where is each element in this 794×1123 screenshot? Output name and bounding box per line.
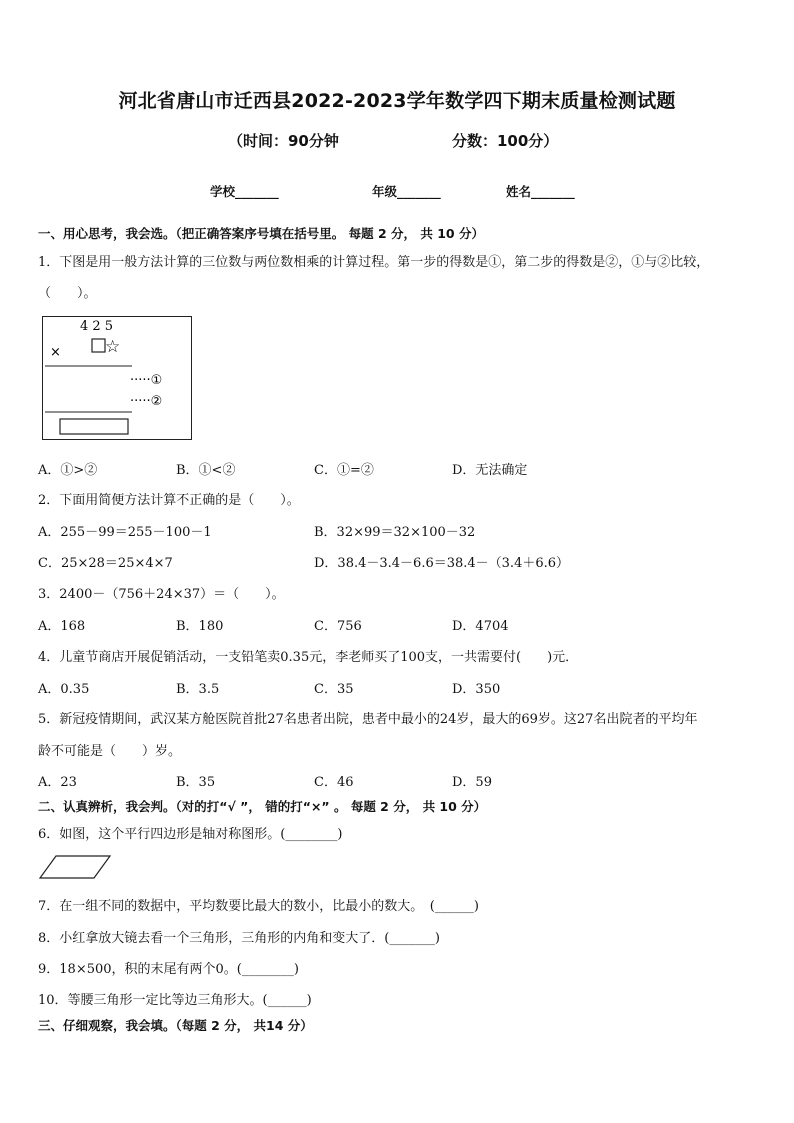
parallelogram-shape [38,854,114,880]
question-8-text: 8．小红拿放大镜去看一个三角形，三角形的内角和变大了．(_______) [38,931,440,946]
section-3-heading: 三、仔细观察，我会填。（每题 2 分， 共14 分） [38,1018,313,1033]
q4-option-b: B．3.5 [176,682,220,697]
question-1-text-cont: （ ）。 [38,286,97,301]
q2-option-c: C．25×28＝25×4×7 [38,556,173,571]
q3-option-c: C．756 [314,619,362,634]
question-5-text: 5．新冠疫情期间，武汉某方舱医院首批27名患者出院，患者中最小的24岁，最大的69岁。这27名出院者的平均年 [38,712,698,727]
result-box [60,419,128,434]
q2-option-d: D．38.4－3.4－6.6＝38.4－（3.4＋6.6） [314,556,570,571]
question-6-text: 6．如图，这个平行四边形是轴对称图形。(________) [38,827,343,842]
section-1-heading: 一、用心思考，我会选。（把正确答案序号填在括号里。 每题 2 分， 共 10 分） [38,226,484,241]
question-2-text: 2．下面用简便方法计算不正确的是（ ）。 [38,493,300,508]
fig-step-2: ·····② [130,394,163,409]
q1-option-b: B．①<② [176,463,236,478]
q4-option-d: D．350 [452,682,501,697]
section-2-heading: 二、认真辨析，我会判。（对的打“√ ”， 错的打“×” 。 每题 2 分， 共 10 分） [38,799,487,814]
name-field: 姓名_______ [506,184,575,199]
fig-times-sign: × [50,345,61,360]
q5-option-d: D．59 [452,775,492,790]
q2-option-b: B．32×99＝32×100－32 [314,525,476,540]
fig-digits: 4 2 5 [80,319,114,334]
page-title: 河北省唐山市迁西县2022-2023学年数学四下期末质量检测试题 [118,90,676,112]
q3-option-d: D．4704 [452,619,509,634]
square-icon [92,339,105,352]
q1-option-c: C．①=② [314,463,374,478]
q3-option-a: A．168 [38,619,86,634]
q5-option-a: A．23 [38,775,77,790]
q3-option-b: B．180 [176,619,224,634]
grade-field: 年级_______ [372,184,441,199]
q5-option-c: C．46 [314,775,354,790]
score-label: 分数：100分） [452,132,559,150]
q4-option-a: A．0.35 [38,682,90,697]
fig-step-1: ·····① [130,373,163,388]
q2-option-a: A．255－99＝255－100－1 [38,525,212,540]
question-5-text-cont: 龄不可能是（ ）岁。 [38,744,182,759]
multiplication-diagram [42,316,192,440]
question-1-text: 1．下图是用一般方法计算的三位数与两位数相乘的计算过程。第一步的得数是①，第二步的得数是②，①与②比较， [38,255,710,270]
question-4-text: 4．儿童节商店开展促销活动，一支铅笔卖0.35元，李老师买了100支，一共需要付( )元． [38,650,579,665]
time-label: （时间：90分钟 [228,132,339,150]
star-icon: ☆ [105,337,121,357]
q4-option-c: C．35 [314,682,354,697]
multiplication-figure [42,316,192,440]
parallelogram-figure [38,854,114,880]
question-3-text: 3．2400－（756＋24×37）＝（ ）。 [38,587,285,602]
question-7-text: 7．在一组不同的数据中，平均数要比最大的数小，比最小的数大。 (______) [38,899,479,914]
school-field: 学校_______ [210,184,279,199]
q1-option-d: D．无法确定 [452,463,528,478]
question-10-text: 10．等腰三角形一定比等边三角形大。(______) [38,993,312,1008]
q1-option-a: A．①>② [38,463,98,478]
q5-option-b: B．35 [176,775,216,790]
question-9-text: 9．18×500，积的末尾有两个0。(________) [38,962,299,977]
